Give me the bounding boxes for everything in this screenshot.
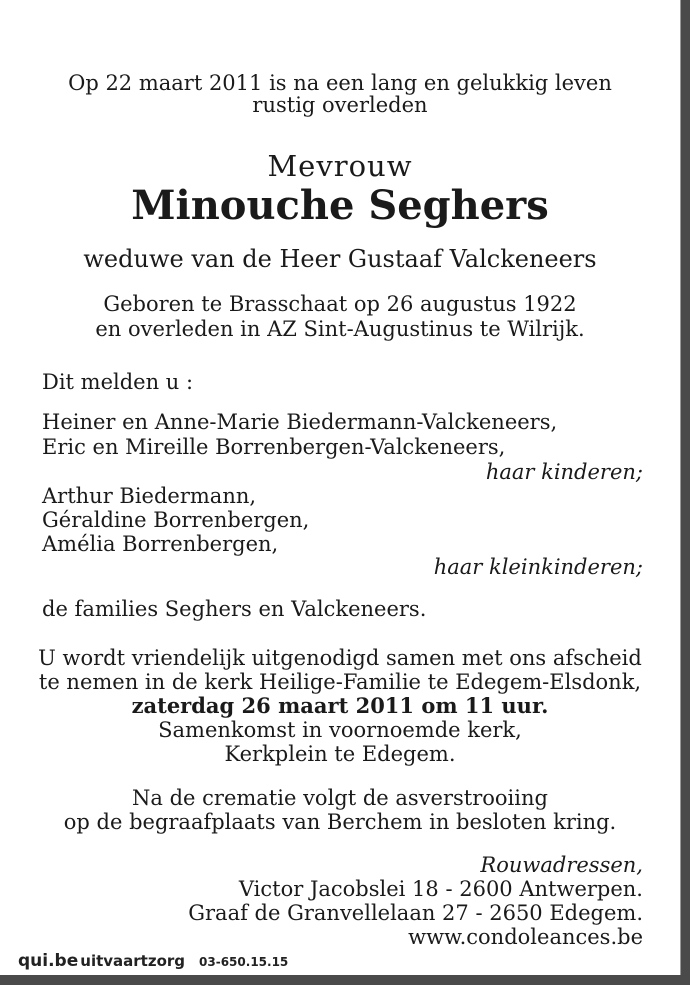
children-label: haar kinderen;: [485, 460, 643, 484]
families-line: de families Seghers en Valckeneers.: [42, 597, 427, 621]
addresses-label: Rouwadressen,: [480, 853, 643, 877]
intro-line-2: rustig overleden: [252, 93, 428, 117]
website-link[interactable]: www.condoleances.be: [408, 925, 643, 949]
invitation-line-1: U wordt vriendelijk uitgenodigd samen met ons afscheid: [38, 646, 642, 670]
cremation-line-2: op de begraafplaats van Berchem in besloten kring.: [63, 810, 617, 834]
address-antwerpen: Victor Jacobslei 18 - 2600 Antwerpen.: [238, 877, 643, 901]
grandchild-name: Géraldine Borrenbergen,: [42, 508, 310, 532]
announcers-intro: Dit melden u :: [42, 370, 194, 394]
address-edegem: Graaf de Granvellelaan 27 - 2650 Edegem.: [188, 901, 643, 925]
salutation: Mevrouw: [267, 149, 413, 183]
relation: weduwe van de Heer Gustaaf Valckeneers: [83, 245, 597, 273]
grandchild-name: Amélia Borrenbergen,: [42, 532, 279, 556]
invitation-line-2: te nemen in de kerk Heilige-Familie te Edegem-Elsdonk,: [38, 670, 642, 694]
invitation-line-5: Kerkplein te Edegem.: [224, 742, 456, 766]
birth-line: Geboren te Brasschaat op 26 augustus 1922: [103, 292, 577, 316]
invitation-line-4: Samenkomst in voornoemde kerk,: [158, 718, 522, 742]
deceased-name: Minouche Seghers: [131, 182, 549, 229]
grandchild-name: Arthur Biedermann,: [42, 484, 257, 508]
child-name: Heiner en Anne-Marie Biedermann-Valckeneers,: [42, 410, 558, 434]
footer-brand: uitvaartzorg: [80, 952, 186, 970]
footer-phone: 03-650.15.15: [199, 955, 289, 969]
intro-line-1: Op 22 maart 2011 is na een lang en gelukkig leven: [68, 71, 612, 95]
footer: [18, 951, 288, 971]
death-line: en overleden in AZ Sint-Augustinus te Wilrijk.: [95, 317, 585, 341]
grandchildren-label: haar kleinkinderen;: [433, 555, 643, 579]
ceremony-date: zaterdag 26 maart 2011 om 11 uur.: [131, 693, 549, 718]
child-name: Eric en Mireille Borrenbergen-Valckeneers,: [42, 435, 506, 459]
quibe-logo: qui.be: [18, 951, 79, 971]
cremation-line-1: Na de crematie volgt de asverstrooiing: [132, 786, 548, 810]
